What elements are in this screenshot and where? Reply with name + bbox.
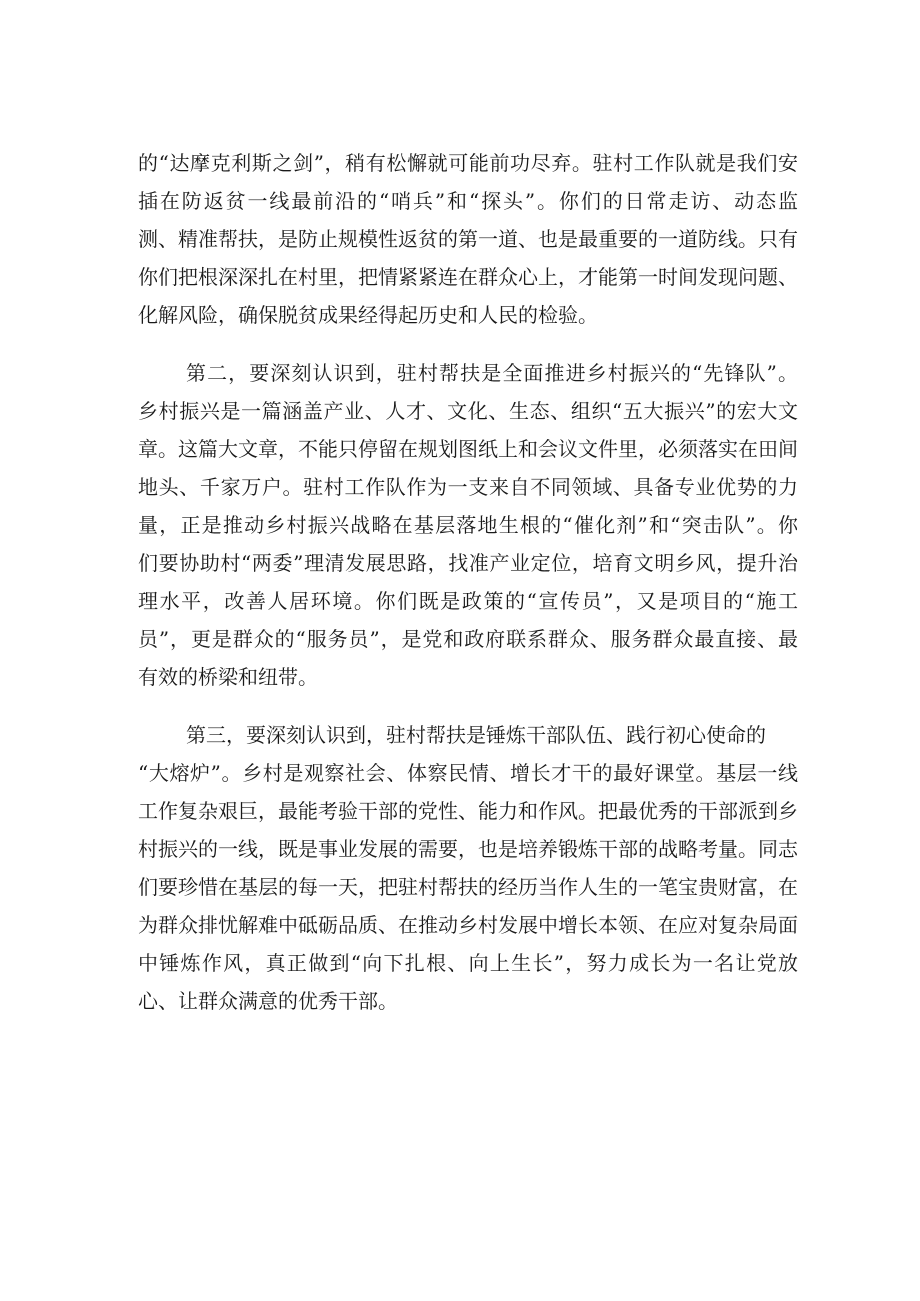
text-line: 为群众排忧解难中砥砺品质、在推动乡村发展中增长本领、在应对复杂局面 (138, 913, 798, 937)
text-line: 心、让群众满意的优秀干部。 (138, 989, 398, 1013)
text-line: 章。这篇大文章，不能只停留在规划图纸上和会议文件里，必须落实在田间 (138, 437, 798, 461)
text-line: 地头、千家万户。驻村工作队作为一支来自不同领域、具备专业优势的力 (138, 475, 798, 499)
text-line: 第三，要深刻认识到，驻村帮扶是锤炼干部队伍、践行初心使命的 (186, 723, 766, 747)
text-line: 理水平，改善人居环境。你们既是政策的“宣传员”，又是项目的“施工 (138, 589, 798, 613)
text-line: 工作复杂艰巨，最能考验干部的党性、能力和作风。把最优秀的干部派到乡 (138, 799, 798, 823)
text-line: “大熔炉”。乡村是观察社会、体察民情、增长才干的最好课堂。基层一线 (138, 761, 798, 785)
text-line: 村振兴的一线，既是事业发展的需要，也是培养锻炼干部的战略考量。同志 (138, 837, 798, 861)
text-line: 中锤炼作风，真正做到“向下扎根、向上生长”，努力成长为一名让党放 (138, 951, 798, 975)
text-line: 员”，更是群众的“服务员”，是党和政府联系群众、服务群众最直接、最 (138, 627, 798, 651)
text-line: 乡村振兴是一篇涵盖产业、人才、文化、生态、组织“五大振兴”的宏大文 (138, 399, 798, 423)
text-line: 插在防返贫一线最前沿的“哨兵”和“探头”。你们的日常走访、动态监 (138, 189, 798, 213)
text-line: 有效的桥梁和纽带。 (138, 665, 318, 689)
text-line: 测、精准帮扶，是防止规模性返贫的第一道、也是最重要的一道防线。只有 (138, 227, 798, 251)
text-line: 你们把根深深扎在村里，把情紧紧连在群众心上，才能第一时间发现问题、 (138, 265, 798, 289)
text-line: 量，正是推动乡村振兴战略在基层落地生根的“催化剂”和“突击队”。你 (138, 513, 798, 537)
text-line: 的“达摩克利斯之剑”，稍有松懈就可能前功尽弃。驻村工作队就是我们安 (138, 151, 798, 175)
text-line: 化解风险，确保脱贫成果经得起历史和人民的检验。 (138, 303, 598, 327)
text-line: 们要协助村“两委”理清发展思路，找准产业定位，培育文明乡风，提升治 (138, 551, 798, 575)
text-line: 们要珍惜在基层的每一天，把驻村帮扶的经历当作人生的一笔宝贵财富，在 (138, 875, 798, 899)
text-line: 第二，要深刻认识到，驻村帮扶是全面推进乡村振兴的“先锋队”。 (186, 361, 798, 385)
